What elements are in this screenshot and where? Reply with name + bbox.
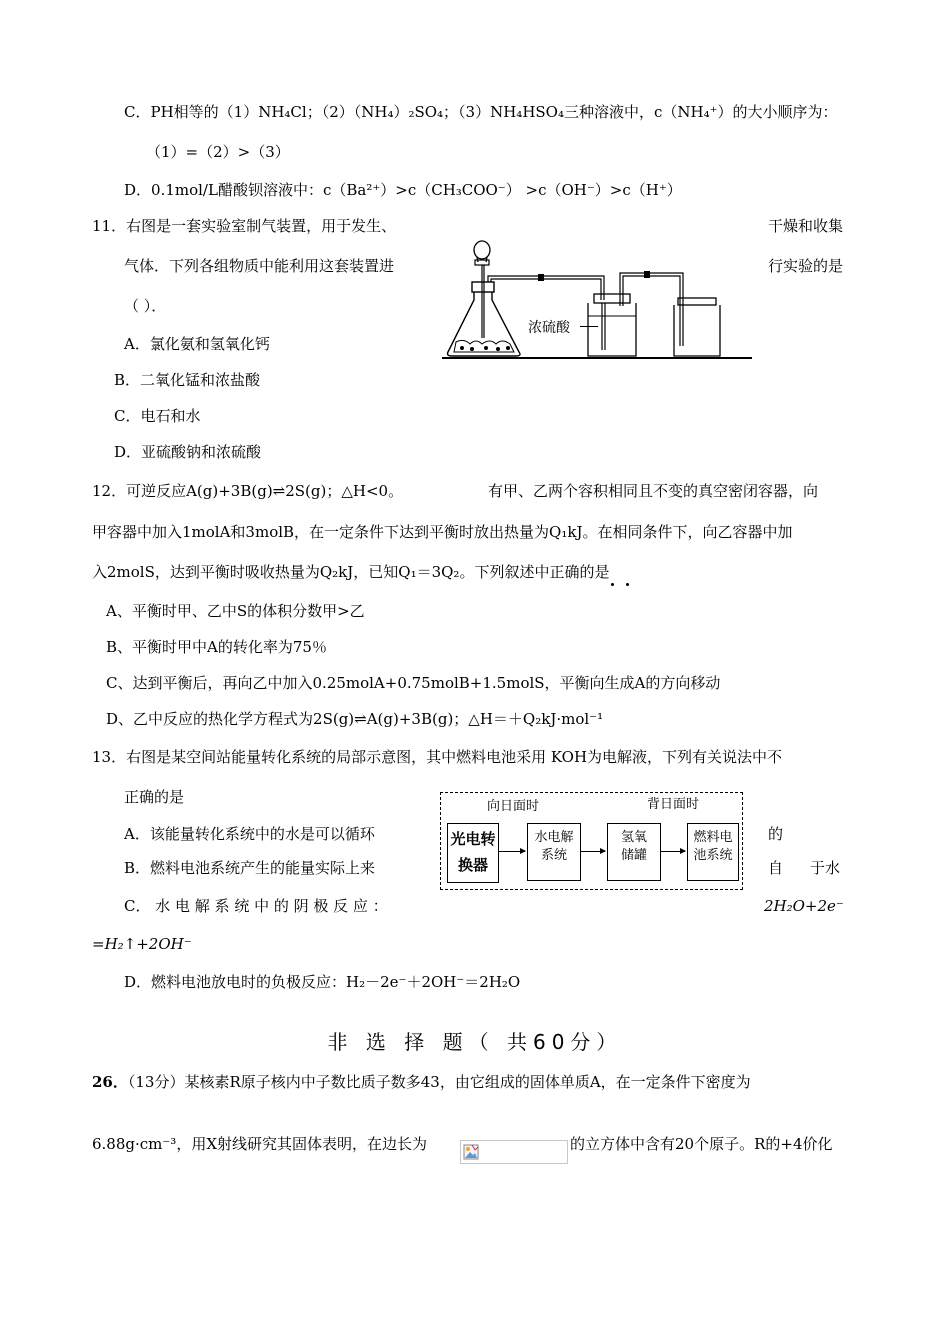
- box-water-electrolysis: [527, 823, 581, 881]
- q11-option-d: D．亚硫酸钠和浓硫酸: [114, 443, 262, 461]
- q11-stem-line1: 11．右图是一套实验室制气装置，用于发生、: [92, 217, 397, 235]
- q12-option-a: A、平衡时甲、乙中S的体积分数甲>乙: [106, 602, 365, 620]
- q13-stem-line1: 13．右图是某空间站能量转化系统的局部示意图，其中燃料电池采用 KOH为电解液，下列有关说法中不: [92, 748, 783, 766]
- q11-stem-line2-right: 行实验的是: [768, 257, 844, 275]
- q26-line1: [92, 1072, 751, 1092]
- broken-image-placeholder: [460, 1140, 568, 1164]
- q13-option-b: B．燃料电池系统产生的能量实际上来: [124, 859, 376, 877]
- q11-stem-line1-right: 干燥和收集: [768, 217, 844, 235]
- box-label: 水电解: [534, 830, 574, 845]
- gas-apparatus-diagram: [440, 238, 755, 362]
- q13-option-d: D．燃料电池放电时的负极反应：H₂－2e⁻＋2OH⁻＝2H₂O: [124, 973, 521, 991]
- q26-line2-left: 6.88g·cm⁻³，用X射线研究其固体表明，在边长为: [92, 1135, 428, 1153]
- diagram-sun-label: 向日面时: [487, 799, 540, 814]
- energy-conversion-diagram: [440, 792, 743, 890]
- q11-option-a: A．氯化氨和氢氧化钙: [124, 335, 270, 353]
- arrow-right-icon: [581, 851, 605, 852]
- q13-option-b-right1: 自: [768, 859, 784, 877]
- apparatus-label-conc-sulfuric-acid: 浓硫酸: [528, 320, 570, 336]
- q12-option-b: B、平衡时甲中A的转化率为75％: [106, 638, 327, 656]
- q26-number: 26．: [92, 1073, 128, 1091]
- q13-option-c: C． 水 电 解 系 统 中 的 阴 极 反 应 ：: [124, 897, 388, 915]
- q13-option-c-right: 2H₂O+2e⁻: [764, 897, 844, 915]
- q13-option-a: A．该能量转化系统中的水是可以循环: [124, 825, 375, 843]
- q12-option-c: C、达到平衡后，再向乙中加入0.25molA+0.75molB+1.5molS，平衡向生成A的方向移动: [106, 674, 721, 692]
- box-label: 氢氧: [620, 830, 647, 845]
- q13-option-a-right: 的: [768, 825, 784, 843]
- q11-stem-line2: 气体．下列各组物质中能利用这套装置进: [124, 257, 395, 275]
- box-label: 燃料电: [693, 830, 733, 845]
- broken-image-icon: [463, 1144, 479, 1160]
- q26-text: （13分）某核素R原子核内中子数比质子数多43，由它组成的固体单质A，在一定条件下密度为: [127, 1073, 751, 1091]
- box-hydrogen-oxygen-tank: [607, 823, 661, 881]
- q11-option-b: B．二氧化锰和浓盐酸: [114, 371, 261, 389]
- q11-stem-line3: （ ）．: [124, 297, 167, 315]
- section-title: 非 选 择 题（ 共60分）: [327, 1030, 623, 1054]
- q12-stem-line1: 12．可逆反应A(g)+3B(g)⇌2S(g)；△H<0。: [92, 482, 404, 500]
- q12-option-d: D、乙中反应的热化学方程式为2S(g)⇌A(g)+3B(g)；△H＝＋Q₂kJ·mol⁻¹: [106, 710, 604, 728]
- q10-option-c-line1: C．PH相等的（1）NH₄Cl；（2）（NH₄）₂SO₄；（3）NH₄HSO₄三种溶液中，c（NH₄⁺）的大小顺序为：: [124, 103, 838, 121]
- q13-stem-line2: 正确的是: [124, 788, 185, 806]
- arrow-right-icon: [499, 851, 525, 852]
- q11-option-c: C．电石和水: [114, 407, 201, 425]
- arrow-right-icon: [661, 851, 685, 852]
- box-label: 池系统: [693, 848, 733, 863]
- q10-option-d: D．0.1mol/L醋酸钡溶液中：c（Ba²⁺）>c（CH₃COO⁻） >c（OH⁻）>c（H⁺）: [124, 181, 682, 199]
- q12-stem-line1-right: 有甲、乙两个容积相同且不变的真空密闭容器，向: [488, 482, 819, 500]
- diagram-shade-label: 背日面时: [647, 797, 700, 812]
- box-label: 储罐: [620, 848, 647, 863]
- q12-stem-line2: 甲容器中加入1molA和3molB，在一定条件下达到平衡时放出热量为Q₁kJ。在相同条件下，向乙容器中加: [92, 523, 793, 541]
- q10-option-c-line2: （1）=（2）>（3）: [146, 143, 290, 161]
- box-label: 系统: [540, 848, 567, 863]
- q13-option-b-right2: 于水: [810, 859, 841, 877]
- emphasis-dot: [626, 583, 629, 586]
- apparatus-label-leader: [580, 326, 598, 327]
- box-fuel-cell-system: [687, 823, 739, 881]
- q26-line2-right: 的立方体中含有20个原子。R的+4价化: [570, 1135, 833, 1153]
- q13-option-c-continued: =H₂↑+2OH⁻: [92, 935, 192, 953]
- box-photoelectric-converter: 光电转换器: [447, 823, 499, 883]
- emphasis-dot: [611, 583, 614, 586]
- q12-stem-line3: 入2molS，达到平衡时吸收热量为Q₂kJ，已知Q₁＝3Q₂。下列叙述中正确的是: [92, 563, 610, 581]
